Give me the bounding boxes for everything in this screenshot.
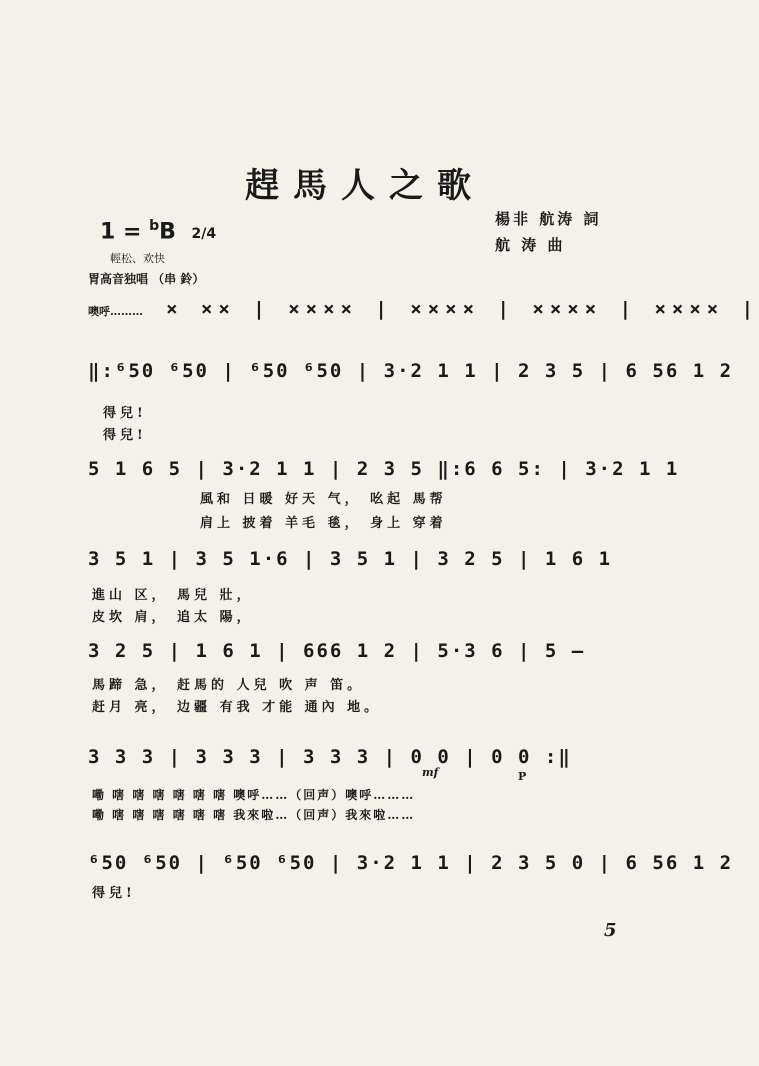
lyric-line: 赶月 亮， 边疆 有我 才能 通內 地。 [92, 700, 382, 715]
credits [495, 206, 601, 258]
intro-row [88, 298, 759, 320]
dynamic-mark: P [518, 770, 527, 783]
lyric-line: 嘞 嗐 嗐 嗐 嗐 嗐 嗐 噢呼……（回声）噢呼……… [92, 788, 416, 802]
lyric-line: 得兒! [103, 428, 147, 443]
lyric-line: 嘞 嗐 嗐 嗐 嗐 嗐 嗐 我來啦…（回声）我來啦…… [92, 808, 416, 822]
lyric-line: 進山 区， 馬兒 壯， [92, 588, 254, 603]
tempo-marking: 輕松、欢快 [110, 252, 165, 265]
lyric-line: 馬蹄 急， 赶馬的 人兒 吹 声 笛。 [92, 678, 365, 693]
score-row-2: 5 1 6 5 | 3·2 1 1 | 2 3 5 ‖:6 6 5: | 3·2 1 1 [88, 458, 680, 480]
score-row-4: 3 2 5 | 1 6 1 | 666 1 2 | 5·3 6 | 5 — [88, 640, 586, 662]
lyric-line: 得兒! [92, 886, 136, 901]
score-row-1: ‖:⁶50 ⁶50 | ⁶50 ⁶50 | 3·2 1 1 | 2 3 5 | 6 56 1 2 [88, 360, 734, 382]
lyric-line: 得兒! [103, 406, 147, 421]
score-row-6: ⁶50 ⁶50 | ⁶50 ⁶50 | 3·2 1 1 | 2 3 5 0 | 6 56 1 2 [88, 852, 734, 874]
dynamic-mark: mf [422, 766, 439, 779]
intro-label: 噢呼……… [88, 305, 143, 318]
song-title: 趕馬人之歌 [245, 166, 485, 206]
score-row-5: 3 3 3 | 3 3 3 | 3 3 3 | 0 0 | 0 0 :‖ [88, 746, 572, 768]
composer-credit: 航 涛 曲 [495, 236, 566, 254]
performance-note: 胃高音独唱 （串 鈴） [88, 272, 205, 286]
score-row-3: 3 5 1 | 3 5 1·6 | 3 5 1 | 3 2 5 | 1 6 1 [88, 548, 613, 570]
lyric-line: 肩上 披着 羊毛 毯， 身上 穿着 [200, 516, 447, 531]
lyricist-credit: 楊非 航涛 詞 [495, 210, 602, 228]
page-number: 5 [604, 920, 617, 941]
lyric-line: 皮坎 肩， 追太 陽， [92, 610, 254, 625]
intro-pattern: × ×× | ×××× | ×××× | ×××× | ×××× | [166, 298, 759, 320]
lyric-line: 風和 日暖 好天 气， 吆起 馬帮 [200, 492, 447, 507]
key-signature: 1 = $^b$B 2/4 [100, 218, 217, 245]
